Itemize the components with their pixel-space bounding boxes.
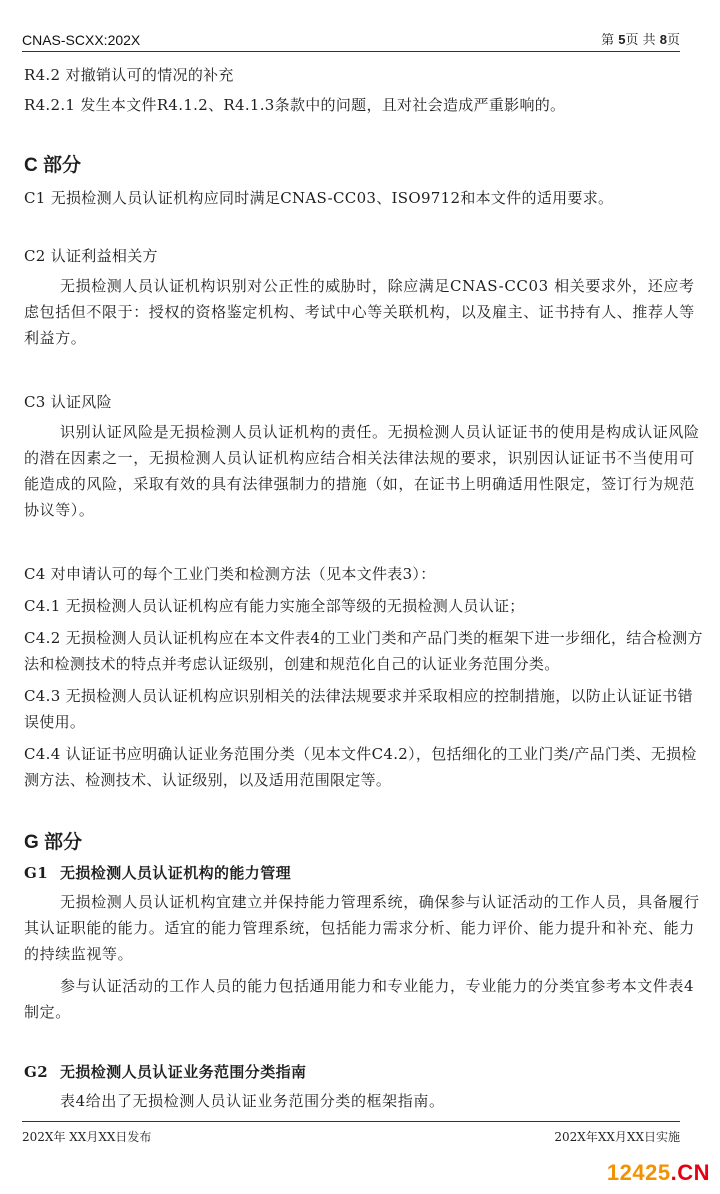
clause-c4-title: C4 对申请认可的每个工业门类和检测方法（见本文件表3）：	[24, 565, 436, 583]
watermark-number: 12425	[606, 1160, 671, 1185]
site-watermark	[607, 1160, 710, 1186]
clause-g2-heading	[24, 1061, 706, 1082]
clause-g2-text: 表4给出了无损检测人员认证业务范围分类的框架指南。	[60, 1092, 445, 1110]
page-mid: 页 共	[625, 33, 656, 48]
clause-r4-2-1: R4.2.1 发生本文件R4.1.2、R4.1.3条款中的问题，且对社会造成严重影响的。	[24, 96, 566, 114]
implement-date: 202X年XX月XX日实施	[554, 1130, 680, 1144]
clause-g2-title: 无损检测人员认证业务范围分类指南	[60, 1063, 307, 1081]
clause-c3-title: C3 认证风险	[24, 393, 112, 411]
clause-c4-3: C4.3 无损检测人员认证机构应识别相关的法律法规要求并采取相应的控制措施，以防止认证证书错误使用。	[24, 687, 693, 731]
document-body	[24, 62, 706, 1114]
page-prefix: 第	[601, 33, 615, 48]
clause-c2-title: C2 认证利益相关方	[24, 247, 158, 265]
page-total: 8	[659, 32, 667, 47]
clause-g1-text-1: 无损检测人员认证机构宜建立并保持能力管理系统，确保参与认证活动的工作人员，具备履行其认证职能的能力。适宜的能力管理系统，包括能力需求分析、能力评价、能力提升和补充、能力的持续监视等。	[24, 893, 700, 963]
clause-g1-number: G1	[24, 864, 49, 882]
page-header	[22, 26, 680, 52]
part-c-heading: C 部分	[24, 155, 82, 176]
page-current: 5	[618, 32, 626, 47]
watermark-dot: .	[670, 1160, 678, 1185]
clause-r4-2: R4.2 对撤销认可的情况的补充	[24, 66, 234, 84]
clause-g1-heading	[24, 862, 706, 883]
clause-c2-text: 无损检测人员认证机构识别对公正性的威胁时，除应满足CNAS-CC03 相关要求外，还应考虑包括但不限于：授权的资格鉴定机构、考试中心等关联机构，以及雇主、证书持有人、推荐人等利益方。	[24, 277, 695, 347]
part-g-heading: G 部分	[24, 832, 83, 853]
publish-date: 202X年 XX月XX日发布	[22, 1130, 152, 1144]
clause-g1-title: 无损检测人员认证机构的能力管理	[60, 864, 292, 882]
page-suffix: 页	[666, 33, 680, 48]
clause-c4-2: C4.2 无损检测人员认证机构应在本文件表4的工业门类和产品门类的框架下进一步细化，结合检测方法和检测技术的特点并考虑认证级别，创建和规范化自己的认证业务范围分类。	[24, 629, 703, 673]
document-code: CNAS-SCXX:202X	[22, 32, 141, 48]
clause-c3-text: 识别认证风险是无损检测人员认证机构的责任。无损检测人员认证证书的使用是构成认证风险的潜在因素之一，无损检测人员认证机构应结合相关法律法规的要求，识别因认证证书不当使用可能造成的风险，采取有效的具有法律强制力的措施（如，在证书上明确适用性限定，签订行为规范协议等）。	[24, 423, 700, 519]
clause-c4-4: C4.4 认证证书应明确认证业务范围分类（见本文件C4.2），包括细化的工业门类/产品门类、无损检测方法、检测技术、认证级别，以及适用范围限定等。	[24, 745, 697, 789]
clause-g2-number: G2	[24, 1063, 49, 1081]
page-number-info	[601, 29, 680, 48]
clause-g1-text-2: 参与认证活动的工作人员的能力包括通用能力和专业能力，专业能力的分类宜参考本文件表4制定。	[24, 977, 695, 1021]
clause-c4-1: C4.1 无损检测人员认证机构应有能力实施全部等级的无损检测人员认证；	[24, 597, 525, 615]
watermark-domain: CN	[677, 1160, 710, 1185]
clause-c1: C1 无损检测人员认证机构应同时满足CNAS-CC03、ISO9712和本文件的适用要求。	[24, 189, 614, 207]
page-footer	[22, 1121, 680, 1145]
